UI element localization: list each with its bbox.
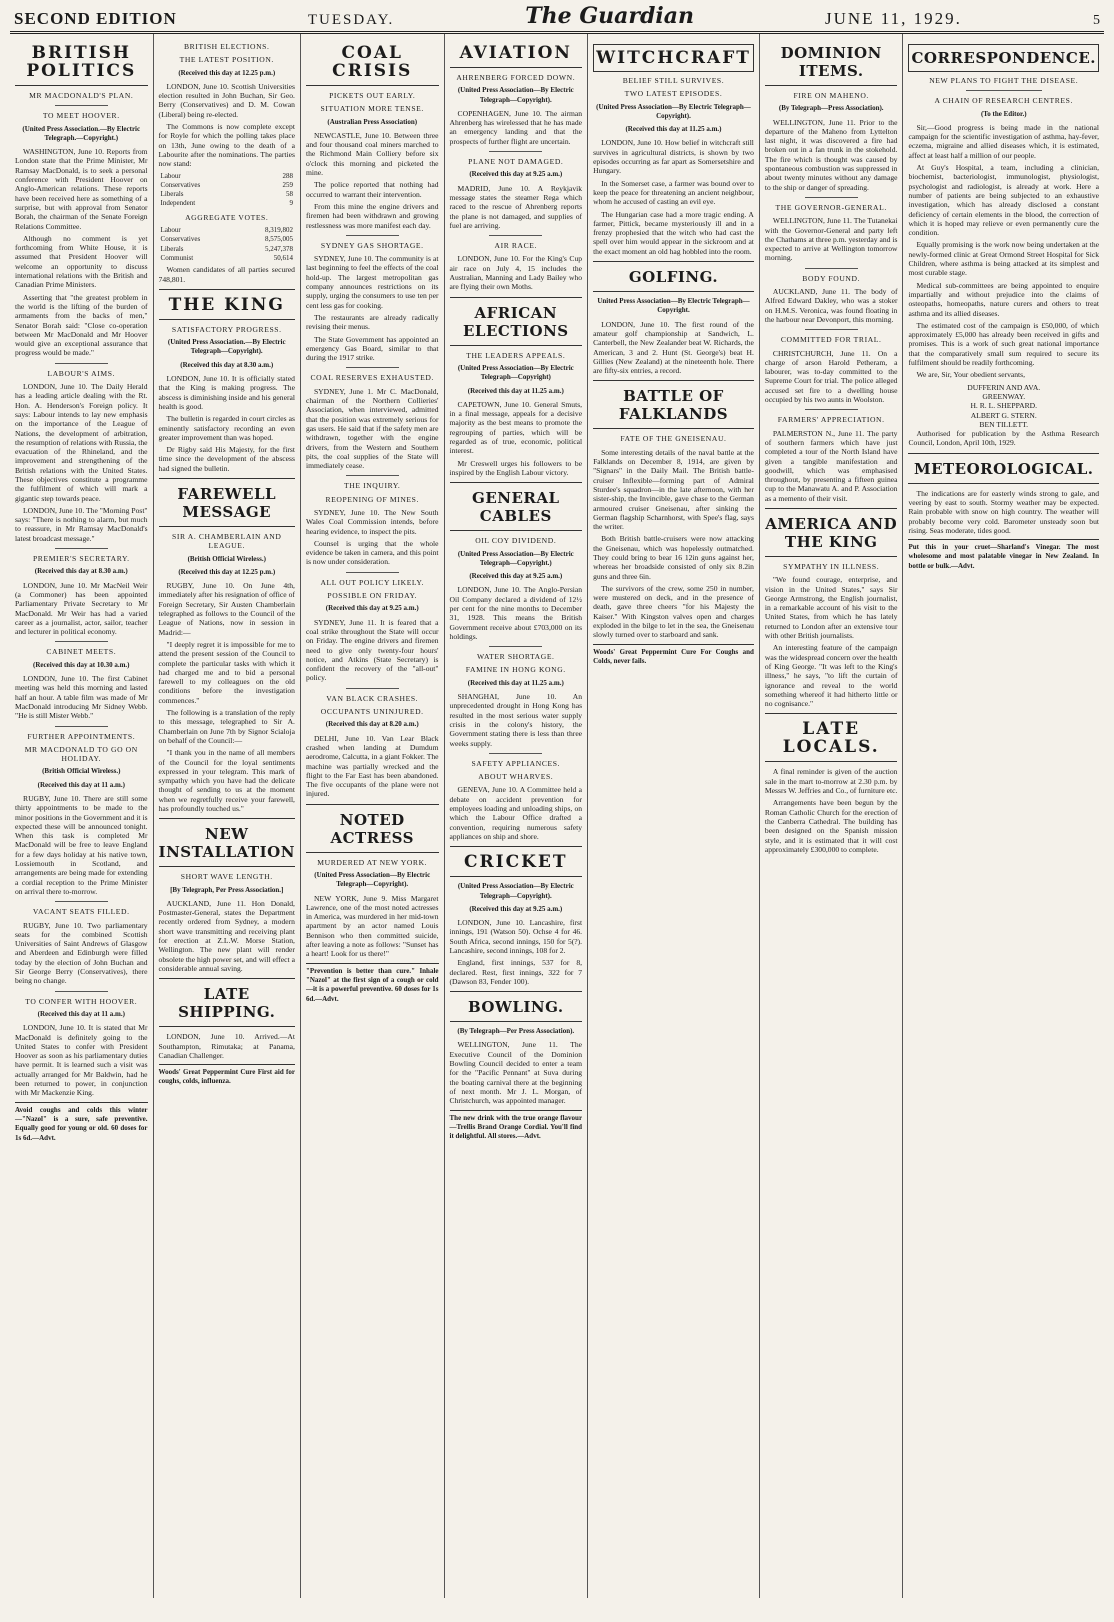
article-paragraph: LONDON, June 10. For the King's Cup air race on July 4, 15 includes the Australian, Manning and Lady Bailey who are flying their own Moths. [449, 254, 583, 292]
article-paragraph: At Guy's Hospital, a team, including a clinician, biochemist, bacteriologist, immunologist, physiologist, psychologist and radiologist, is already at work. Here a number of patients are being subjected to an exhaustive investigation, which has already disclosed a constant deficiency of certain elements in the blood, the correction of which it is hoped may relieve or even permanently cure the condition. [908, 163, 1099, 238]
subhead: SAFETY APPLIANCES. [471, 758, 561, 768]
article-paragraph: LONDON, June 10. Mr MacNeil Weir (a Commoner) has been appointed Parliamentary Private Secretary to Mr MacDonald. Mr Weir has had a varied career as a journalist, actor, sailor, teacher and lecturer in political economy. [15, 580, 148, 637]
article-paragraph: "We found courage, enterprise, and vision in the United States," says Sir George Armstrong, the English journalist, in a remarkable account of his visit to the United States, from which he has lately returned to London after an extensive tour with other British journalists. [764, 575, 898, 641]
credit-line: (By Telegraph—Press Association). [778, 104, 884, 113]
subhead: THE INQUIRY. [344, 481, 401, 491]
article-paragraph: Equally promising is the work now being undertaken at the newly-formed clinic at Great Ormond Street Hospital for Sick Children, where asthma is being attacked at its simplest and most curable stage. [908, 240, 1099, 278]
article-paragraph: The Commons is now complete except for Royle for which the polling takes place on 13th, June owing to the death of a Labourite after the nominations. The parties now stand: [158, 122, 295, 169]
subhead: TO CONFER WITH HOOVER. [25, 996, 138, 1006]
credit-line: (United Press Association.—By Electric Telegraph—Copyright). [167, 338, 286, 356]
article-paragraph: RUGBY, June 10. On June 4th, immediately after his resignation of office of Foreign Secretary, Sir Austen Chamberlain telegraphed as follows to the Council of the League of Nations, now in session in Madrid:— [158, 581, 295, 637]
article-paragraph: LONDON, June 10. The Daily Herald has a leading article dealing with the Rt. Hon. A. Henderson's Foreign policy. It says: Labour intends to lay new emphasis on the importance of the League of Nations, the development of arbitration, the resumption of relations with Russia, the evacuation of the Rhineland, and the improvement and strengthening of the British relations with the United States. These objectives constitute a programme the fulfilment of which will mark a gigantic step towards peace. [15, 382, 148, 503]
subhead: SITUATION MORE TENSE. [320, 104, 424, 114]
advertisement: Woods' Great Peppermint Cure First aid for coughs, colds, influenza. [159, 1064, 295, 1087]
newspaper-page [10, 0, 1104, 1604]
article-paragraph: Some interesting details of the naval battle at the Falklands on December 8, 1914, are given by "Signars" in the Daily Mail. The British battle-cruiser Inflexible—forming part of Admiral Sturdee's squadron—in the late afternoon, with her sister-ship, the Invincible, gave chase to the German armoured cruiser Gneisenau, after sinking the German flagship Scharnhorst, with Spee's flag, says the writer. [593, 447, 754, 532]
received-line: (Received this day at 9.25 a.m.) [469, 904, 563, 913]
article-paragraph: PALMERSTON N., June 11. The party of southern farmers which have just completed a tour of the North Island have given a tangible manifestation and goodwill, which was emphasised throughout, by presenting a fifteen guinea cup to the Manawatu A. and P. Association as a memento of their visit. [764, 428, 898, 503]
credit-line: (United Press Association—By Electric Telegraph—Copyright). [314, 871, 431, 889]
subhead: NEW PLANS TO FIGHT THE DISEASE. [929, 76, 1079, 85]
received-line: (Received this day at 10.30 a.m.) [33, 660, 130, 669]
article-paragraph: From this mine the engine drivers and firemen had been withdrawn and growing restlessness was more manifest each day. [305, 201, 439, 230]
subhead: WATER SHORTAGE. [477, 652, 555, 662]
credit-line: (United Press Association—By Electric Telegraph—Copyright). [596, 102, 751, 120]
advertisement: "Prevention is better than cure." Inhale "Nazol" at the first sign of a cough or cold—it is a powerful preventive. 60 doses for 1s 6d.—Advt. [306, 963, 439, 1004]
headline-british-politics: BRITISH POLITICS [26, 43, 137, 81]
article-paragraph: RUGBY, June 10. There are still some thirty appointments to be made to the minor positions in the Government and it is expected these will be announced tonight. When this task is completed Mr MacDonald will be free to leave England for a few days holiday at his native town, Lossiemouth in Scotland, and arrangements are being made for extending a cordial reception to the Prime Minister on arrival there to-morrow. [15, 794, 148, 896]
article-paragraph: LONDON, June 10. Scottish Universities election resulted in John Buchan, Sir Geo. Berry (Conservatives) and D. M. Cowan (Liberal) being re-elected. [158, 81, 295, 119]
subhead: REOPENING OF MINES. [325, 494, 419, 504]
signatory: GREENWAY. [982, 391, 1026, 401]
subhead: FATE OF THE GNEISENAU. [620, 434, 727, 444]
headline-coal-crisis: COAL CRISIS [332, 43, 413, 81]
page-number: 5 [1092, 13, 1100, 28]
received-line: (Received this day at 8.30 a.m.) [180, 360, 274, 369]
subhead: SHORT WAVE LENGTH. [180, 872, 273, 882]
article-paragraph: CHRISTCHURCH, June 11. On a charge of arson Harold Petheram, a labourer, was to-day committed to the Supreme Court for trial. The police alleged accused set fire to a dwelling house occupied by his two aunts in Woolston. [764, 348, 898, 405]
article-paragraph: The following is a translation of the reply to this message, telegraphed to Sir A. Chamberlain on June 7th by Signor Scialoja on behalf of the Council:— [158, 708, 295, 745]
received-line: (Received this day at 11.25 a.m.) [467, 678, 564, 687]
headline-meteorological: METEOROLOGICAL. [913, 459, 1094, 478]
column-2 [154, 34, 301, 1598]
article-paragraph: Both British battle-cruisers were now attacking the Gneisenau, which was hopelessly outmatched. They could bring to bear 16 12in guns against her, whereas her broadside consisted of only six 8.2in guns and three 6in. [593, 534, 754, 581]
article-paragraph: A final reminder is given of the auction sale in the mart to-morrow at 2.30 p.m. by Messrs W. Jeffries and Co., of furniture etc. [764, 767, 898, 796]
headline-late-shipping: LATE SHIPPING. [178, 985, 276, 1022]
headline-cricket: CRICKET [464, 852, 568, 873]
subhead: OIL COY DIVIDEND. [475, 536, 557, 546]
subhead: COMMITTED FOR TRIAL. [780, 335, 882, 345]
article-paragraph: SHANGHAI, June 10. An unprecedented drought in Hong Kong has resulted in the most serious water supply crisis in the colony's history, the Government stating there is less than three weeks supply. [449, 692, 583, 748]
article-paragraph: SYDNEY, June 10. The community is at last beginning to feel the effects of the coal hold-up. The largest metropolitan gas company announces restrictions on its supply, urging the consumers to use ten per cent less gas for cooking. [305, 254, 439, 310]
headline-battle-of-falklands: BATTLE OF FALKLANDS [618, 387, 729, 424]
received-line: (Received this day at 11 a.m.) [37, 1009, 125, 1018]
subhead: MR MACDONALD'S PLAN. [29, 91, 134, 100]
article-paragraph: WELLINGTON, June 11. The Tutanekai with the Governor-General and party left the Chathams at three p.m. yesterday and is expected to arrive at Wellington tomorrow morning. [764, 216, 898, 263]
masthead-day: TUESDAY. [307, 12, 395, 28]
table-row: Conservatives 8,575,005 [160, 235, 293, 244]
article-paragraph: AUCKLAND, June 11. The body of Alfred Edward Dakley, who was a stoker on H.M.S. Veronica, was found floating in the harbour near Devonport, this morning. [764, 287, 898, 324]
article-paragraph: RUGBY, June 10. Two parliamentary seats for the combined Scottish Universities of Saint Andrews of Glasgow and Aberdeen and Edinburgh were filled today by the election of John Buchan and Sir George Berry (Conservatives), there being no change. [15, 920, 148, 986]
article-paragraph: WELLINGTON, June 11. The Executive Council of the Dominion Bowling Council decided to enter a team for the "Pacific Pennant" at Suva during the boating carnival there at the beginning of next month. Mr J. L. Morgan, of Christchurch, was appointed manager. [449, 1040, 583, 1106]
subhead: CABINET MEETS. [46, 647, 117, 657]
subhead: AHRENBERG FORCED DOWN. [456, 73, 576, 82]
subhead: PLANE NOT DAMAGED. [468, 157, 564, 167]
subhead: THE GOVERNOR-GENERAL. [775, 202, 887, 212]
article-paragraph: Mr Creswell urges his followers to be inspired by the English Labour victory. [449, 458, 583, 477]
headline-golfing: GOLFING. [628, 268, 719, 287]
subhead: TO MEET HOOVER. [42, 111, 120, 121]
article-paragraph: WASHINGTON, June 10. Reports from London state that the Prime Minister, Mr Ramsay MacDonald, is to seek a personal conference with President Hoover on Anglo-American relations. These reports have been received here as something of a surprise, but with approval from Senator Borah, the chairman of the Senate Foreign Relations Committee. [15, 147, 148, 231]
headline-the-king: THE KING [168, 294, 285, 315]
subhead: FIRE ON MAHENO. [793, 91, 869, 100]
article-paragraph: LONDON, June 10. It is stated that Mr MacDonald is definitely going to the United States to confer with President Hoover as soon as his parliamentary duties have permit. It is learned such a visit was actually arranged for Mr Baldwin, had he been returned to power, in conjunction with Mr Mackenzie King. [15, 1023, 148, 1098]
article-paragraph: The restaurants are already radically revising their menus. [305, 312, 439, 332]
table-row: Conservatives 259 [160, 180, 293, 189]
article-paragraph: "I thank you in the name of all members of the Council for the loyal sentiments expressed in your telegram. This mark of sympathy which you have had the delicate thought of sending to us at the moment when we regretfully receive your farewell, has profoundly touched us." [158, 748, 295, 813]
advertisement: Woods' Great Peppermint Cure For Coughs and Colds, never fails. [593, 644, 754, 667]
received-line: (Received this day at 9.25 a.m.) [469, 170, 563, 179]
headline-farewell-message: FAREWELL MESSAGE [177, 484, 277, 521]
subhead: ABOUT WHARVES. [478, 772, 554, 782]
credit-line: (United Press Association—By Electric Telegraph—Copyright) [457, 363, 574, 382]
article-paragraph: Arrangements have been begun by the Roman Catholic Church for the erection of the Canberra Cathedral. The building has been designed on the Spanish mission style, and it is estimated that it will cost approximately £300,000 to complete. [764, 798, 898, 854]
table-row: Labour 288 [160, 171, 293, 180]
article-paragraph: NEW YORK, June 9. Miss Margaret Lawrence, one of the most noted actresses in America, was murdered in her mid-town apartment by an actor named Louis Bennison who then committed suicide, after leaving a note as follows: "Sunset has a heart! Look for us there!" [305, 893, 439, 959]
credit-line: (United Press Association—By Electric Telegraph—Copyright). [457, 882, 574, 900]
subhead: THE LATEST POSITION. [179, 55, 274, 65]
received-line: (Received this day at 8.30 a.m.) [34, 567, 128, 576]
article-paragraph: LONDON, June 10. Arrived.—At Southampton, Rimutaka; at Panama, Canadian Challenger. [158, 1032, 295, 1060]
received-line: (Received this day at 9.25 a.m.) [469, 572, 563, 581]
article-paragraph: The Hungarian case had a more tragic ending. A farmer, Pittick, became mysteriously ill and in a frenzy prophesied that the witch who had cast the spell over him would appear in the sickroom and at the exact moment an old hag hobbled into the room. [593, 209, 754, 256]
headline-aviation: AVIATION [459, 43, 572, 63]
subhead: VACANT SEATS FILLED. [32, 907, 130, 917]
headline-correspondence: CORRESPONDENCE. [908, 44, 1099, 72]
subhead: BODY FOUND. [802, 273, 861, 283]
article-paragraph: SYDNEY, June 11. It is feared that a coal strike throughout the State will occur on Friday. The engine drivers and firemen need to give only twenty-four hours' notice, and Atkins (State Secretary) is confident the recovery of the "all-out" policy. [305, 617, 439, 683]
advertisement: Avoid coughs and colds this winter—"Nazol" is a sure, safe preventive. Equally good for young or old. 60 doses for 1s 6d.—Advt. [15, 1102, 148, 1143]
subhead: LABOUR'S AIMS. [47, 368, 116, 378]
article-paragraph: Sir,—Good progress is being made in the national campaign for the scientific investigation of asthma, hay-fever, eczema, migraine and allied diseases which, it is estimated, affect at least half a million of our people. [908, 122, 1099, 160]
article-paragraph: COPENHAGEN, June 10. The airman Ahrenberg has wirelessed that he has made an emergency landing and that the prospects of further flight are uncertain. [449, 108, 583, 146]
received-line: (Received this day at 11.25 a.m.) [467, 386, 564, 395]
article-paragraph: LONDON, June 10. Lancashire, first innings, 191 (Watson 50). Ochse 4 for 46. South Africa, second innings, 150 for 5(?). Lancashire, second innings, 108 for 2. [449, 918, 583, 955]
article-paragraph: Counsel is urging that the whole evidence be taken in camera, and this point is now under consideration. [305, 538, 439, 567]
headline-late-locals: LATE LOCALS. [782, 719, 880, 758]
table-row: Labour 8,319,802 [160, 226, 293, 235]
article-paragraph: WELLINGTON, June 11. Prior to the departure of the Maheno from Lyttelton last night, it was discovered a fire had broken out in a fan trunk in the stokehold. The fire which is thought was caused by spontaneous combustion was suppressed in about twenty minutes without any damage to the ship or danger of spreading. [764, 117, 898, 192]
headline-general-cables: GENERAL CABLES [472, 489, 560, 526]
article-paragraph: Asserting that "the greatest problem in the world is the lifting of the burden of armaments from the backs of men," Senator Borah said: "Close co-operation between Mr MacDonald and Mr Hoover would give an exceptional assurance that progress would be made." [15, 292, 148, 358]
article-paragraph: LONDON, June 10. The first round of the amateur golf championship at Sandwich, L. Canterbell, the New Zealander beat W. Richards, the American, 3 and 2. Hunt (St. George's) beat H. Gillies (New Zealand) at the nineteenth hole. There are fifty-six entries, a record. [593, 319, 754, 376]
article-paragraph: The State Government has appointed an emergency Gas Board, similar to that during the 1917 strike. [305, 334, 439, 363]
table-row: Liberals 5,247,378 [160, 244, 293, 253]
received-line: (Received this day at 9.25 a.m.) [325, 604, 419, 613]
subhead: PICKETS OUT EARLY. [329, 91, 416, 100]
article-paragraph: MADRID, June 10. A Reykjavik message states the steamer Rega which raced to the rescue of Ahrenberg reports the plane is not damaged, and supplies of fuel are arriving. [449, 183, 583, 230]
edition-label: SECOND EDITION [14, 9, 177, 28]
subhead: SATISFACTORY PROGRESS. [171, 324, 282, 334]
subhead: SYDNEY GAS SHORTAGE. [320, 240, 424, 250]
signatory: BEN TILLETT. [979, 419, 1029, 429]
credit-line: (United Press Association—By Electric Telegraph—Copyright.) [457, 549, 574, 567]
received-line: (Received this day at 12.25 p.m.) [178, 567, 276, 576]
received-line: (Received this day at 12.25 p.m.) [178, 68, 276, 77]
article-paragraph: LONDON, June 10. The first Cabinet meeting was held this morning and lasted half an hour. A table film was made of Mr MacDonald introducing Mr Sidney Webb. "He is still Mister Webb." [15, 674, 148, 721]
advertisement: Put this in your cruet—Sharland's Vinegar. The most wholesome and most palatable vinegar in New Zealand. In bottle or bulk.—Advt. [908, 539, 1099, 571]
article-paragraph: LONDON, June 10. The Anglo-Persian Oil Company declared a dividend of 12½ per cent for the nine months to December 31, 1928. This means the British Government receive about £703,000 on its holdings. [449, 585, 583, 641]
paper-title: The Guardian [525, 3, 694, 29]
article-paragraph: England, first innings, 537 for 8, declared. Rest, first innings, 322 for 7 (Dawson 83, Fender 100). [449, 958, 583, 986]
headline-bowling: BOWLING. [467, 998, 564, 1017]
subhead: MURDERED AT NEW YORK. [317, 857, 428, 867]
article-paragraph: "I deeply regret it is impossible for me to attend the present session of the Council to complete the particular tasks with which it had charged me and to bid a personal farewell to my colleagues on the old conditions before the investigation commences." [158, 639, 295, 705]
article-paragraph: GENEVA, June 10. A Committee held a debate on accident prevention for employees loading and unloading ships, on which the Labour Office drafted a convention, requiring numerous safety appliances on ship and shore. [449, 785, 583, 841]
article-paragraph: SYDNEY, June 10. The New South Wales Coal Commission intends, before hearing evidence, to inspect the pits. [305, 507, 439, 536]
subhead: FAMINE IN HONG KONG. [465, 665, 566, 675]
column-4 [445, 34, 589, 1598]
column-6 [760, 34, 904, 1598]
columns [10, 34, 1104, 1598]
subhead: COAL RESERVES EXHAUSTED. [310, 373, 434, 383]
received-line: (Received this day at 8.20 a.m.) [325, 720, 419, 729]
masthead-date: JUNE 11, 1929. [824, 9, 962, 28]
subhead: SYMPATHY IN ILLNESS. [783, 561, 880, 571]
subhead: BRITISH ELECTIONS. [184, 42, 270, 51]
credit-line: [By Telegraph, Per Press Association.] [170, 885, 284, 894]
article-paragraph: Women candidates of all parties secured 748,801. [158, 265, 295, 284]
table-row: Liberals 58 [160, 190, 293, 199]
article-paragraph: The indications are for easterly winds strong to gale, and veering by east to south. Stormy weather may be expected. Rain probable with snow on high country. The weather will probably become very cold. Barometer unsteady soon but rising. Seas moderate, tides good. [908, 488, 1099, 535]
article-paragraph: LONDON, June 10. The "Morning Post" says: "There is nothing to alarm, but much to reassure, in Mr Ramsay MacDonald's latest broadcast message." [15, 505, 148, 543]
received-line: (Received this day at 11.25 a.m.) [625, 125, 722, 134]
article-paragraph: LONDON, June 10. It is officially stated that the King is making progress. The abscess is diminishing inside and his general health is good. [158, 374, 295, 411]
article-paragraph: Authorised for publication by the Asthma Research Council, London, April 10th, 1929. [908, 429, 1099, 448]
article-paragraph: The survivors of the crew, some 250 in number, were mustered on deck, and in the presence of death, gave three cheers "for his Majesty the Kaiser." With Kingston valves open and charges exploded in the bilge to let in the sea, the Gneisenau slowly turned over to starboard and sank. [593, 583, 754, 640]
headline-african-elections: AFRICAN ELECTIONS [462, 303, 569, 340]
subhead: ALL OUT POLICY LIKELY. [320, 577, 425, 587]
article-paragraph: The bulletin is regarded in court circles as eminently satisfactory recording an even greater improvement than was hoped. [158, 414, 295, 442]
signatory: ALBERT G. STERN. [970, 410, 1037, 420]
credit-line: (United Press Association—By Electric Telegraph—Copyright). [457, 86, 574, 104]
headline-noted-actress: NOTED ACTRESS [330, 810, 414, 847]
article-paragraph: We are, Sir, Your obedient servants, [916, 370, 1026, 380]
column-7 [903, 34, 1104, 1598]
credit-line: (To the Editor.) [980, 109, 1027, 118]
credit-line: (British Official Wireless.) [42, 767, 121, 776]
headline-america-and-the-king: AMERICA AND THE KING [765, 514, 898, 551]
article-paragraph: The police reported that nothing had occurred to warrant their intervention. [305, 180, 439, 199]
subhead: TWO LATEST EPISODES. [624, 89, 723, 99]
subhead: POSSIBLE ON FRIDAY. [327, 591, 418, 601]
subhead: FURTHER APPOINTMENTS. [27, 731, 136, 741]
article-paragraph: In the Somerset case, a farmer was bound over to keep the peace for threatening an ancient neighbour, whom he accused of casting an evil eye. [593, 178, 754, 207]
subhead: MR MACDONALD TO GO ON HOLIDAY. [24, 744, 138, 764]
credit-line: (By Telegraph—Per Press Association). [457, 1027, 575, 1036]
received-line: (Received this day at 11 a.m.) [37, 780, 125, 789]
subhead: A CHAIN OF RESEARCH CENTRES. [934, 96, 1073, 106]
article-paragraph: AUCKLAND, June 11. Hon Donald, Postmaster-General, states the Department recently ordered from Sydney, a modern short wave transmitting and receiving plant for erection at Z.L.W. Morse Station, Wellington. The new plant will render obsolete the high power set, and will effect a considerable annual saving. [158, 898, 295, 973]
article-paragraph: NEWCASTLE, June 10. Between three and four thousand coal miners marched to the Richmond Main Colliery before six o'clock this morning and picketed the mine. [305, 130, 439, 178]
subhead: THE LEADERS APPEALS. [466, 350, 566, 360]
headline-dominion-items: DOMINION ITEMS. [780, 44, 882, 80]
article-paragraph: CAPETOWN, June 10. General Smuts, in a final message, appeals for a decisive majority as the best means to promote the regrouping of parties, which will be regarded as of true, economic, political interest. [449, 399, 583, 456]
table-row: Independent 9 [160, 199, 293, 208]
signatory: H. R. L. SHEPPARD. [970, 401, 1038, 411]
article-paragraph: Medical sub-committees are being appointed to enquire impartially and without prejudice into the claims of osteopaths, homeopaths, nature curers and others to treat asthma and its allied diseases. [908, 280, 1099, 318]
subhead: PREMIER'S SECRETARY. [32, 554, 130, 564]
table-row: Communist 50,614 [160, 253, 293, 262]
column-3 [301, 34, 445, 1598]
masthead [10, 0, 1104, 34]
article-paragraph: An interesting feature of the campaign was the widespread concern over the health of King George. "It was left to the King's illness," he says, "to lift the curtain of ignorance and reveal to the world something whereof it had hitherto little or no cognisance." [764, 643, 898, 709]
column-1 [10, 34, 154, 1598]
subhead: BELIEF STILL SURVIVES. [622, 76, 725, 85]
column-5 [588, 34, 760, 1598]
credit-line: United Press Association—By Electric Telegraph—Copyright. [597, 297, 750, 315]
credit-line: (United Press Association.—By Electric Telegraph.—Copyright.) [22, 124, 141, 142]
credit-line: (British Official Wireless.) [187, 554, 266, 563]
subhead: VAN BLACK CRASHES. [326, 693, 419, 703]
subhead: SIR A. CHAMBERLAIN AND LEAGUE. [172, 531, 282, 551]
party-seats-table [159, 172, 295, 209]
article-paragraph: DELHI, June 10. Van Lear Black crashed when landing at Dumdum aerodrome, Calcutta, in a giant Fokker. The machine was partially wrecked and the flight to the Far East has been abandoned. The five occupants of the plane were not injured. [305, 733, 439, 799]
headline-witchcraft: WITCHCRAFT [593, 44, 754, 72]
subhead: FARMERS' APPRECIATION. [777, 415, 885, 425]
aggregate-votes-table [159, 226, 295, 263]
advertisement: The new drink with the true orange flavour—Trellis Brand Orange Cordial. You'll find it delightful. All stores.—Advt. [450, 1110, 583, 1142]
subhead: AIR RACE. [494, 241, 538, 251]
subhead: OCCUPANTS UNINJURED. [320, 707, 424, 717]
article-paragraph: SYDNEY, June 1. Mr C. MacDonald, chairman of the Northern Collieries' Association, when interviewed, admitted that the position was extremely serious for gas users. He said that if the safety men are withdrawn, together with the engine drivers, from the Western and Southern pits, the coal supplies of the State will immediately cease. [305, 386, 439, 471]
credit-line: (Australian Press Association) [327, 117, 418, 126]
article-paragraph: Dr Rigby said His Majesty, for the first time since the development of the abscess had signed the bulletin. [158, 445, 295, 473]
article-paragraph: The estimated cost of the campaign is £50,000, of which approximately £5,000 has already been received in gifts and promises. This is a work of such great national importance that the comparatively small sum required to secure its fulfilment should be readily forthcoming. [908, 320, 1099, 368]
signatory: DUFFERIN AND AVA. [967, 382, 1041, 392]
headline-new-installation: NEW INSTALLATION [158, 825, 295, 862]
table-caption: AGGREGATE VOTES. [185, 212, 269, 222]
article-paragraph: LONDON, June 10. How belief in witchcraft still survives in agricultural districts, is shown by two episodes occurring as far apart as Somersetshire and Hungary. [593, 138, 754, 176]
article-paragraph: Although no comment is yet forthcoming from White House, it is assumed that President Hoover will welcome an opportunity to discuss international relations with the British and Canadian Prime Ministers. [15, 233, 148, 290]
